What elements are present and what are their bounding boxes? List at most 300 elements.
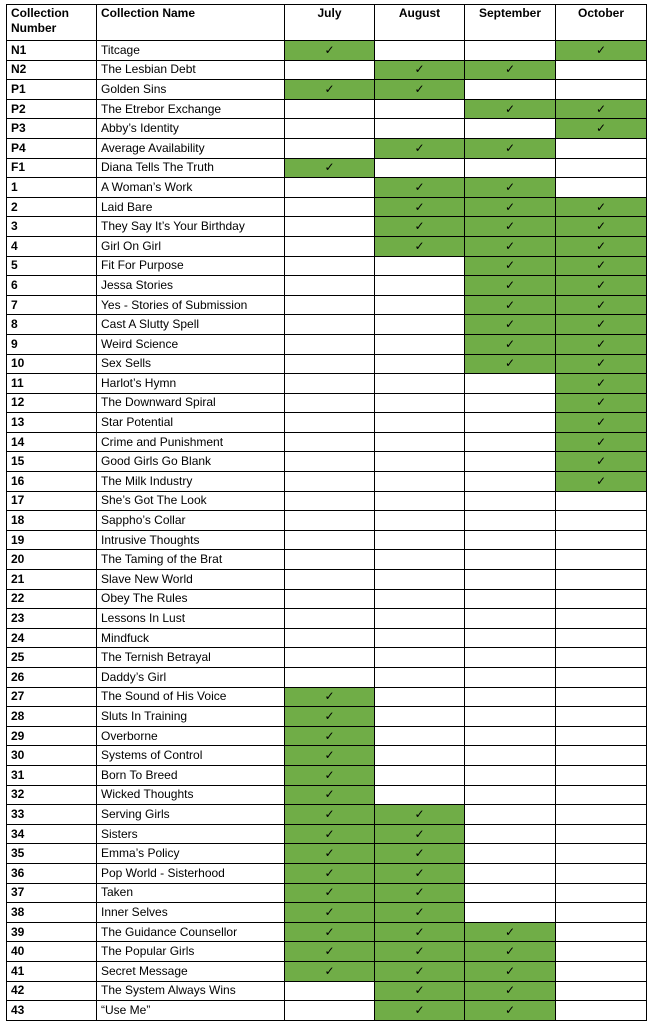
month-cell-august [375, 687, 465, 707]
month-cell-september [465, 903, 556, 923]
month-cell-july [285, 883, 375, 903]
collection-name-cell: Golden Sins [97, 80, 285, 100]
month-cell-september [465, 334, 556, 354]
checkmark-icon: ✓ [414, 219, 425, 234]
collection-number-cell: 29 [7, 726, 97, 746]
month-cell-august [375, 334, 465, 354]
month-cell-october [556, 863, 647, 883]
collection-name-cell: Sluts In Training [97, 707, 285, 727]
collection-number-cell: 17 [7, 491, 97, 511]
month-cell-september [465, 726, 556, 746]
table-row [7, 374, 647, 394]
collection-number-cell: 13 [7, 413, 97, 433]
collection-name-cell: The Ternish Betrayal [97, 648, 285, 668]
header-row [7, 5, 647, 41]
collection-name-cell: Pop World - Sisterhood [97, 863, 285, 883]
month-cell-july [285, 413, 375, 433]
month-cell-july [285, 178, 375, 198]
month-cell-august [375, 60, 465, 80]
month-cell-august [375, 765, 465, 785]
collection-number-cell: P2 [7, 99, 97, 119]
collection-name-cell: The Taming of the Brat [97, 550, 285, 570]
month-cell-july [285, 765, 375, 785]
checkmark-icon: ✓ [504, 140, 516, 155]
checkmark-icon: ✓ [414, 81, 425, 96]
month-cell-august [375, 80, 465, 100]
table-row [7, 628, 647, 648]
table-row [7, 158, 647, 178]
month-cell-september [465, 138, 556, 158]
table-row [7, 648, 647, 668]
month-cell-july [285, 41, 375, 61]
month-cell-october [556, 511, 647, 531]
checkmark-icon: ✓ [324, 708, 335, 723]
collection-name-cell: Sisters [97, 824, 285, 844]
month-cell-october [556, 138, 647, 158]
checkmark-icon: ✓ [595, 258, 607, 273]
month-cell-september [465, 805, 556, 825]
month-cell-september [465, 432, 556, 452]
collection-name-cell: Emma’s Policy [97, 844, 285, 864]
checkmark-icon: ✓ [504, 963, 516, 978]
month-cell-august [375, 256, 465, 276]
collection-name-cell: Daddy’s Girl [97, 668, 285, 688]
month-cell-july [285, 981, 375, 1001]
checkmark-icon: ✓ [414, 865, 425, 880]
month-cell-october [556, 844, 647, 864]
month-cell-october [556, 472, 647, 492]
month-cell-september [465, 589, 556, 609]
collection-name-cell: Inner Selves [97, 903, 285, 923]
collection-number-cell: 24 [7, 628, 97, 648]
table-row [7, 413, 647, 433]
table-row [7, 80, 647, 100]
month-cell-august [375, 883, 465, 903]
table-row [7, 315, 647, 335]
checkmark-icon: ✓ [595, 454, 607, 469]
month-cell-july [285, 903, 375, 923]
collection-number-cell: 6 [7, 276, 97, 296]
collection-name-cell: Laid Bare [97, 197, 285, 217]
checkmark-icon: ✓ [324, 787, 335, 802]
table-row [7, 570, 647, 590]
checkmark-icon: ✓ [595, 277, 607, 292]
collection-name-cell: Born To Breed [97, 765, 285, 785]
checkmark-icon: ✓ [504, 101, 516, 116]
checkmark-icon: ✓ [595, 473, 607, 488]
month-cell-september [465, 883, 556, 903]
checkmark-icon: ✓ [324, 904, 335, 919]
month-cell-august [375, 628, 465, 648]
collection-name-cell: Yes - Stories of Submission [97, 295, 285, 315]
month-cell-july [285, 256, 375, 276]
checkmark-icon: ✓ [324, 963, 335, 978]
table-row [7, 393, 647, 413]
collection-name-cell: She’s Got The Look [97, 491, 285, 511]
month-cell-july [285, 99, 375, 119]
table-row [7, 41, 647, 61]
collection-number-cell: 4 [7, 236, 97, 256]
checkmark-icon: ✓ [504, 317, 516, 332]
collection-name-cell: Titcage [97, 41, 285, 61]
month-cell-september [465, 530, 556, 550]
collection-number-cell: N1 [7, 41, 97, 61]
collection-number-cell: 36 [7, 863, 97, 883]
checkmark-icon: ✓ [595, 434, 607, 449]
month-cell-october [556, 570, 647, 590]
month-cell-july [285, 393, 375, 413]
month-cell-october [556, 765, 647, 785]
month-cell-october [556, 315, 647, 335]
month-cell-september [465, 60, 556, 80]
month-cell-august [375, 707, 465, 727]
month-cell-july [285, 805, 375, 825]
collection-name-cell: Diana Tells The Truth [97, 158, 285, 178]
checkmark-icon: ✓ [414, 62, 425, 77]
month-cell-september [465, 511, 556, 531]
month-cell-july [285, 158, 375, 178]
table-row [7, 805, 647, 825]
collection-name-cell: Good Girls Go Blank [97, 452, 285, 472]
checkmark-icon: ✓ [324, 924, 335, 939]
month-cell-august [375, 295, 465, 315]
month-cell-july [285, 707, 375, 727]
month-cell-october [556, 80, 647, 100]
checkmark-icon: ✓ [595, 297, 607, 312]
month-cell-october [556, 452, 647, 472]
collection-number-cell: 26 [7, 668, 97, 688]
checkmark-icon: ✓ [504, 1002, 516, 1017]
collection-number-cell: 39 [7, 922, 97, 942]
table-row [7, 961, 647, 981]
collection-number-cell: 5 [7, 256, 97, 276]
month-cell-august [375, 491, 465, 511]
month-cell-august [375, 550, 465, 570]
collection-number-cell: 3 [7, 217, 97, 237]
checkmark-icon: ✓ [324, 728, 335, 743]
month-cell-october [556, 726, 647, 746]
month-cell-september [465, 178, 556, 198]
collection-number-cell: 31 [7, 765, 97, 785]
month-cell-october [556, 981, 647, 1001]
month-cell-september [465, 315, 556, 335]
collection-name-cell: Jessa Stories [97, 276, 285, 296]
checkmark-icon: ✓ [595, 395, 607, 410]
month-cell-august [375, 178, 465, 198]
checkmark-icon: ✓ [595, 101, 607, 116]
month-cell-august [375, 1001, 465, 1021]
month-cell-october [556, 824, 647, 844]
month-cell-september [465, 374, 556, 394]
month-cell-october [556, 687, 647, 707]
month-cell-july [285, 687, 375, 707]
month-cell-october [556, 1001, 647, 1021]
collection-number-cell: 42 [7, 981, 97, 1001]
table-row [7, 295, 647, 315]
month-cell-july [285, 746, 375, 766]
month-cell-september [465, 668, 556, 688]
month-cell-october [556, 530, 647, 550]
month-cell-august [375, 805, 465, 825]
month-cell-august [375, 393, 465, 413]
month-cell-september [465, 863, 556, 883]
table-row [7, 354, 647, 374]
collection-name-cell: “Use Me” [97, 1001, 285, 1021]
checkmark-icon: ✓ [324, 748, 335, 763]
collection-number-cell: 30 [7, 746, 97, 766]
table-row [7, 178, 647, 198]
month-cell-august [375, 570, 465, 590]
month-cell-july [285, 589, 375, 609]
month-cell-october [556, 60, 647, 80]
collection-name-cell: The Etrebor Exchange [97, 99, 285, 119]
collection-name-cell: The Milk Industry [97, 472, 285, 492]
checkmark-icon: ✓ [414, 199, 425, 214]
collection-name-cell: Average Availability [97, 138, 285, 158]
collection-name-cell: Lessons In Lust [97, 609, 285, 629]
table-row [7, 883, 647, 903]
month-cell-august [375, 236, 465, 256]
month-cell-july [285, 628, 375, 648]
collection-number-cell: 16 [7, 472, 97, 492]
collection-name-cell: The Popular Girls [97, 942, 285, 962]
checkmark-icon: ✓ [324, 689, 335, 704]
month-cell-september [465, 295, 556, 315]
month-cell-august [375, 354, 465, 374]
month-cell-august [375, 609, 465, 629]
checkmark-icon: ✓ [414, 238, 425, 253]
month-cell-july [285, 452, 375, 472]
month-cell-august [375, 746, 465, 766]
header-month-september: September [465, 5, 556, 41]
month-cell-september [465, 276, 556, 296]
collection-name-cell: Cast A Slutty Spell [97, 315, 285, 335]
month-cell-october [556, 707, 647, 727]
month-cell-july [285, 491, 375, 511]
month-cell-july [285, 922, 375, 942]
checkmark-icon: ✓ [324, 826, 335, 841]
table-row [7, 746, 647, 766]
month-cell-october [556, 432, 647, 452]
collection-number-cell: 33 [7, 805, 97, 825]
checkmark-icon: ✓ [595, 199, 607, 214]
checkmark-icon: ✓ [324, 806, 335, 821]
month-cell-september [465, 746, 556, 766]
month-cell-august [375, 374, 465, 394]
table-row [7, 668, 647, 688]
checkmark-icon: ✓ [595, 219, 607, 234]
collection-number-cell: 23 [7, 609, 97, 629]
collection-name-cell: Intrusive Thoughts [97, 530, 285, 550]
month-cell-september [465, 785, 556, 805]
month-cell-august [375, 785, 465, 805]
collection-number-cell: P1 [7, 80, 97, 100]
checkmark-icon: ✓ [595, 356, 607, 371]
checkmark-icon: ✓ [595, 121, 607, 136]
collection-name-cell: A Woman’s Work [97, 178, 285, 198]
month-cell-august [375, 315, 465, 335]
checkmark-icon: ✓ [595, 336, 607, 351]
month-cell-august [375, 961, 465, 981]
month-cell-august [375, 452, 465, 472]
month-cell-july [285, 570, 375, 590]
table-row [7, 785, 647, 805]
month-cell-october [556, 119, 647, 139]
collection-number-cell: 38 [7, 903, 97, 923]
checkmark-icon: ✓ [414, 924, 425, 939]
month-cell-october [556, 334, 647, 354]
month-cell-october [556, 609, 647, 629]
month-cell-july [285, 276, 375, 296]
checkmark-icon: ✓ [414, 885, 425, 900]
checkmark-icon: ✓ [504, 179, 516, 194]
checkmark-icon: ✓ [504, 944, 516, 959]
month-cell-september [465, 452, 556, 472]
collection-name-cell: Obey The Rules [97, 589, 285, 609]
month-cell-september [465, 942, 556, 962]
month-cell-september [465, 256, 556, 276]
month-cell-september [465, 354, 556, 374]
collection-number-cell: 27 [7, 687, 97, 707]
month-cell-august [375, 668, 465, 688]
table-row [7, 942, 647, 962]
table-body [7, 41, 647, 1021]
collection-number-cell: 8 [7, 315, 97, 335]
month-cell-august [375, 158, 465, 178]
collection-name-cell: Taken [97, 883, 285, 903]
month-cell-july [285, 197, 375, 217]
month-cell-july [285, 609, 375, 629]
month-cell-august [375, 530, 465, 550]
month-cell-september [465, 687, 556, 707]
header-month-july: July [285, 5, 375, 41]
table-row [7, 981, 647, 1001]
collection-name-cell: Overborne [97, 726, 285, 746]
collection-number-cell: P3 [7, 119, 97, 139]
collection-number-cell: 21 [7, 570, 97, 590]
month-cell-july [285, 550, 375, 570]
month-cell-august [375, 413, 465, 433]
table-row [7, 765, 647, 785]
month-cell-september [465, 765, 556, 785]
month-cell-august [375, 648, 465, 668]
month-cell-september [465, 570, 556, 590]
collection-name-cell: Slave New World [97, 570, 285, 590]
collection-number-cell: 1 [7, 178, 97, 198]
month-cell-august [375, 276, 465, 296]
collection-number-cell: N2 [7, 60, 97, 80]
table-row [7, 844, 647, 864]
collection-name-cell: Sex Sells [97, 354, 285, 374]
collection-name-cell: Mindfuck [97, 628, 285, 648]
month-cell-july [285, 138, 375, 158]
checkmark-icon: ✓ [324, 944, 335, 959]
month-cell-august [375, 197, 465, 217]
collection-name-cell: Crime and Punishment [97, 432, 285, 452]
table-row [7, 824, 647, 844]
collection-number-cell: 37 [7, 883, 97, 903]
checkmark-icon: ✓ [324, 81, 335, 96]
collection-number-cell: 19 [7, 530, 97, 550]
table-row [7, 472, 647, 492]
month-cell-august [375, 99, 465, 119]
table-row [7, 452, 647, 472]
checkmark-icon: ✓ [504, 238, 516, 253]
month-cell-october [556, 374, 647, 394]
collection-name-cell: Sappho’s Collar [97, 511, 285, 531]
checkmark-icon: ✓ [504, 62, 516, 77]
month-cell-october [556, 236, 647, 256]
checkmark-icon: ✓ [414, 140, 425, 155]
month-cell-july [285, 315, 375, 335]
checkmark-icon: ✓ [414, 1002, 425, 1017]
table-row [7, 863, 647, 883]
collection-number-cell: 25 [7, 648, 97, 668]
month-cell-september [465, 413, 556, 433]
table-row [7, 99, 647, 119]
collection-number-cell: 7 [7, 295, 97, 315]
checkmark-icon: ✓ [504, 277, 516, 292]
table-row [7, 550, 647, 570]
month-cell-august [375, 863, 465, 883]
month-cell-september [465, 609, 556, 629]
month-cell-october [556, 785, 647, 805]
month-cell-august [375, 844, 465, 864]
collection-number-cell: 2 [7, 197, 97, 217]
month-cell-september [465, 119, 556, 139]
month-cell-october [556, 668, 647, 688]
collection-name-cell: Fit For Purpose [97, 256, 285, 276]
table-row [7, 217, 647, 237]
table-row [7, 276, 647, 296]
month-cell-september [465, 628, 556, 648]
collection-number-cell: 41 [7, 961, 97, 981]
month-cell-october [556, 942, 647, 962]
month-cell-july [285, 432, 375, 452]
collection-number-cell: 28 [7, 707, 97, 727]
header-collection-name: Collection Name [97, 5, 285, 41]
collection-number-cell: 9 [7, 334, 97, 354]
month-cell-october [556, 158, 647, 178]
checkmark-icon: ✓ [414, 983, 425, 998]
table-row [7, 119, 647, 139]
checkmark-icon: ✓ [595, 238, 607, 253]
month-cell-september [465, 99, 556, 119]
month-cell-september [465, 197, 556, 217]
month-cell-october [556, 197, 647, 217]
collection-name-cell: Weird Science [97, 334, 285, 354]
checkmark-icon: ✓ [504, 336, 516, 351]
month-cell-september [465, 236, 556, 256]
month-cell-august [375, 981, 465, 1001]
month-cell-september [465, 648, 556, 668]
month-cell-october [556, 217, 647, 237]
collection-name-cell: Star Potential [97, 413, 285, 433]
collection-name-cell: Girl On Girl [97, 236, 285, 256]
table-row [7, 511, 647, 531]
checkmark-icon: ✓ [504, 219, 516, 234]
month-cell-october [556, 648, 647, 668]
table-row [7, 1001, 647, 1021]
table-row [7, 687, 647, 707]
collection-number-cell: 11 [7, 374, 97, 394]
table-row [7, 609, 647, 629]
month-cell-august [375, 589, 465, 609]
checkmark-icon: ✓ [324, 865, 335, 880]
month-cell-july [285, 119, 375, 139]
checkmark-icon: ✓ [595, 375, 607, 390]
month-cell-october [556, 550, 647, 570]
